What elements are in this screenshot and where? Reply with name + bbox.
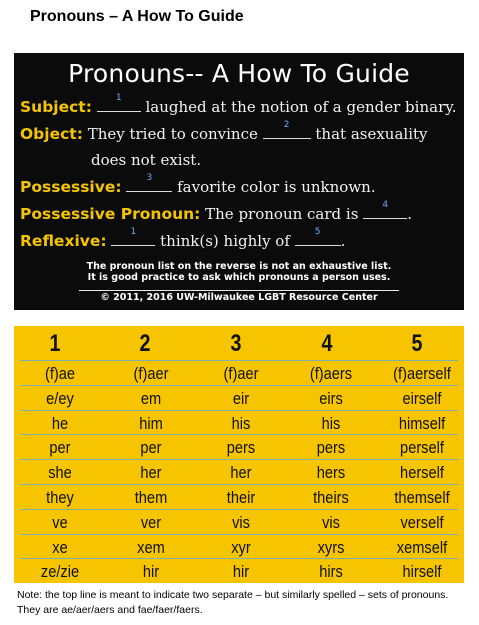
table-cell: her [140,463,162,483]
reflexive-mid-text: think(s) highly of [160,232,290,250]
table-row [20,484,458,509]
object-text: that asexuality [315,125,428,143]
table-cell: he [51,413,69,433]
table-cell: pers [316,438,346,458]
subject-label: Subject: [20,98,92,116]
table-cell: their [226,488,256,507]
object-label: Object: [20,125,83,143]
table-row [20,360,458,385]
table-cell: eirself [402,388,442,408]
table-cell: (f)aers [309,364,353,383]
table-cell: they [46,488,74,507]
table-cell: ve [52,512,68,532]
reflexive-label: Reflexive: [20,232,107,250]
table-row [20,534,458,559]
table-cell: eirs [319,388,343,408]
table-cell: her [230,463,252,483]
possessive-pronoun-text: . [407,205,412,223]
table-row [20,434,458,459]
card-title: Pronouns-- A How To Guide [68,59,410,88]
table-cell: verself [400,512,444,532]
table-cell: him [139,413,163,433]
table-cell: em [140,388,162,408]
possessive-label: Possessive: [20,178,122,196]
blank-number: 4 [382,200,389,210]
blank-2 [263,120,311,139]
table-row [20,459,458,484]
table-row [20,558,458,583]
table-cell: (f)aer [223,364,259,383]
table-cell: xemself [396,537,448,557]
possessive-pronoun-line [20,200,412,224]
table-row [20,509,458,534]
object-line [20,120,428,144]
blank-reflexive-1 [111,227,155,246]
table-cell: xe [52,537,68,557]
blank-number: 1 [115,93,122,103]
possessive-pronoun-pre-text: The pronoun card is [205,205,359,223]
table-cell: pers [226,438,256,458]
table-cell: per [140,438,162,458]
table-cell: (f)aerself [393,364,451,383]
pronoun-table [14,326,464,583]
note-line-1: The pronoun list on the reverse is not an exhaustive list. [86,261,392,272]
object-continuation: does not exist. [91,151,202,169]
table-row [20,385,458,410]
object-pre-text: They tried to convince [87,125,258,143]
table-cell: eir [232,388,250,408]
possessive-line [20,173,376,197]
table-cell: e/ey [46,388,74,408]
table-cell: (f)aer [133,364,169,383]
possessive-pronoun-label: Possessive Pronoun: [20,205,201,223]
table-row [20,410,458,435]
table-header [14,330,464,360]
table-cell: xyrs [317,537,345,557]
table-cell: perself [400,438,444,458]
blank-5 [295,227,341,246]
copyright: © 2011, 2016 UW-Milwaukee LGBT Resource Center [100,292,378,303]
column-header: 3 [230,330,242,357]
table-cell: she [48,463,72,483]
table-cell: theirs [313,488,349,507]
table-cell: hirs [319,562,343,582]
table-cell: his [231,413,251,433]
table-cell: per [49,438,71,458]
subject-text: laughed at the notion of a gender binary. [145,98,457,116]
column-header: 1 [49,330,61,357]
table-cell: hir [232,562,250,582]
footnote: Note: the top line is meant to indicate two separate – but similarly spelled – sets of pronouns. They are ae/aer/aers and fae/faer/faers. [17,589,449,616]
blank-number: 2 [283,120,290,130]
reflexive-text: . [340,232,346,250]
page-title: Pronouns – A How To Guide [30,8,244,25]
table-cell: them [134,488,168,507]
reflexive-line [20,227,346,251]
blank-4 [363,200,407,219]
column-header: 4 [321,330,333,357]
table-cell: ver [140,512,162,532]
note-line-2: It is good practice to ask which pronouns a person uses. [87,272,391,283]
divider [79,290,399,291]
table-cell: herself [400,463,444,483]
table-cell: hers [316,463,346,483]
blank-number: 5 [314,227,321,237]
table-cell: vis [232,512,250,532]
column-header: 5 [411,330,423,357]
table-cell: xem [137,537,165,557]
table-cell: vis [322,512,340,532]
subject-line [20,93,457,117]
table-cell: his [321,413,341,433]
blank-1 [97,93,141,112]
table-cell: (f)ae [44,364,76,383]
pronoun-card [14,53,464,310]
blank-number: 3 [146,173,153,183]
table-cell: hirself [402,562,442,582]
table-cell: ze/zie [40,562,80,582]
column-header: 2 [139,330,151,357]
table-cell: themself [394,488,450,507]
table-cell: himself [398,413,446,433]
possessive-text: favorite color is unknown. [177,178,376,196]
blank-number: 1 [130,227,137,237]
blank-3 [126,173,172,192]
table-cell: hir [142,562,160,582]
table-cell: xyr [231,537,251,557]
